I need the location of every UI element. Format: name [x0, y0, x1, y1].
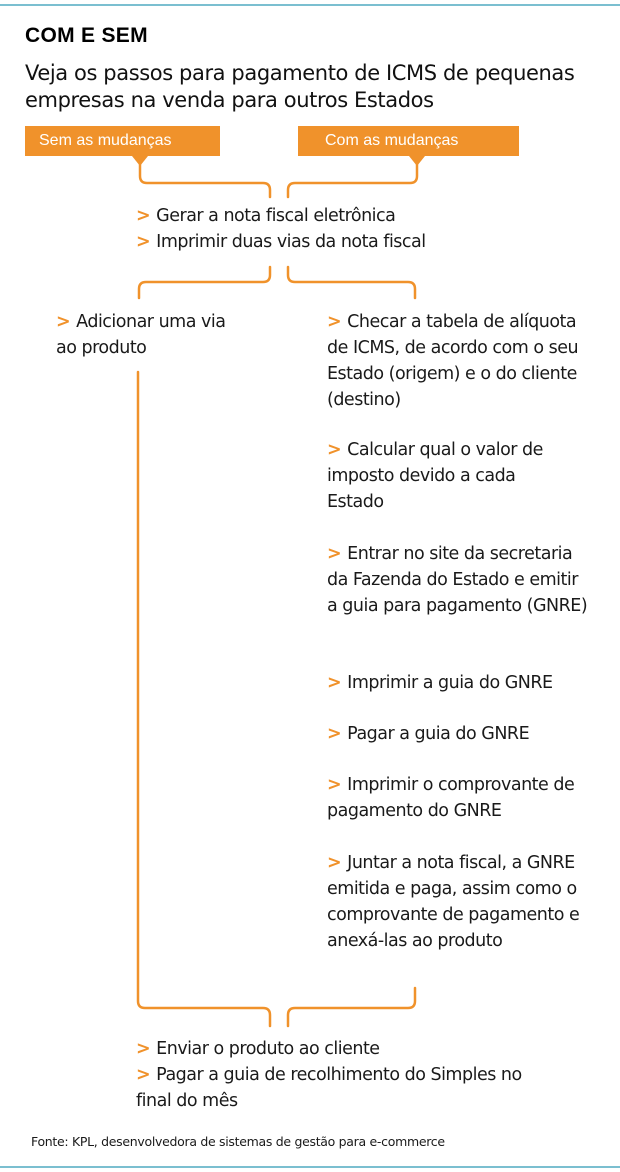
chevron-right-icon: >	[136, 1065, 151, 1085]
split-bracket-right	[288, 267, 415, 298]
step-pay-simples: > Pagar a guia de recolhimento do Simples no final do mês	[136, 1065, 522, 1111]
join-bracket-right	[288, 988, 415, 1026]
chevron-right-icon: >	[327, 775, 342, 795]
infographic-subtitle: Veja os passos para pagamento de ICMS de pequenas empresas na venda para outros Estados	[25, 61, 575, 112]
label-with-changes: Com as mudanças	[298, 126, 519, 156]
chevron-right-icon: >	[327, 673, 342, 693]
label-without-changes: Sem as mudanças	[25, 126, 220, 156]
chevron-right-icon: >	[327, 853, 342, 873]
merge-bracket-left	[140, 164, 270, 197]
join-bracket-left	[138, 372, 270, 1026]
source-note: Fonte: KPL, desenvolvedora de sistemas de gestão para e-commerce	[31, 1134, 445, 1149]
step-calculate-tax: > Calcular qual o valor de imposto devido a cada Estado	[327, 440, 543, 512]
chevron-right-icon: >	[327, 724, 342, 744]
merge-bracket-right	[288, 164, 417, 197]
step-send-product: > Enviar o produto ao cliente	[136, 1039, 380, 1059]
step-check-icms-table: > Checar a tabela de alíquota de ICMS, de acordo com o seu Estado (origem) e o do cliente (destino)	[327, 312, 579, 410]
step-generate-invoice: > Gerar a nota fiscal eletrônica	[136, 206, 396, 226]
step-add-copy-to-product: > Adicionar uma via ao produto	[56, 312, 226, 358]
split-bracket-left	[139, 267, 270, 298]
chevron-right-icon: >	[136, 206, 151, 226]
chevron-right-icon: >	[56, 312, 71, 332]
chevron-right-icon: >	[327, 544, 342, 564]
chevron-right-icon: >	[136, 1039, 151, 1059]
chevron-right-icon: >	[327, 312, 342, 332]
infographic-title: COM E SEM	[25, 24, 148, 47]
step-print-two-copies: > Imprimir duas vias da nota fiscal	[136, 232, 426, 252]
chevron-right-icon: >	[327, 440, 342, 460]
tag-pointers	[132, 156, 425, 166]
step-print-gnre: > Imprimir a guia do GNRE	[327, 673, 553, 693]
bottom-rule	[0, 1166, 620, 1168]
chevron-right-icon: >	[136, 232, 151, 252]
step-print-receipt: > Imprimir o comprovante de pagamento do GNRE	[327, 775, 575, 821]
step-emit-gnre: > Entrar no site da secretaria da Fazenda do Estado e emitir a guia para pagamento (GNRE)	[327, 544, 588, 616]
step-attach-documents: > Juntar a nota fiscal, a GNRE emitida e paga, assim como o comprovante de pagamento e anexá-las ao produto	[327, 853, 580, 951]
step-pay-gnre: > Pagar a guia do GNRE	[327, 724, 530, 744]
